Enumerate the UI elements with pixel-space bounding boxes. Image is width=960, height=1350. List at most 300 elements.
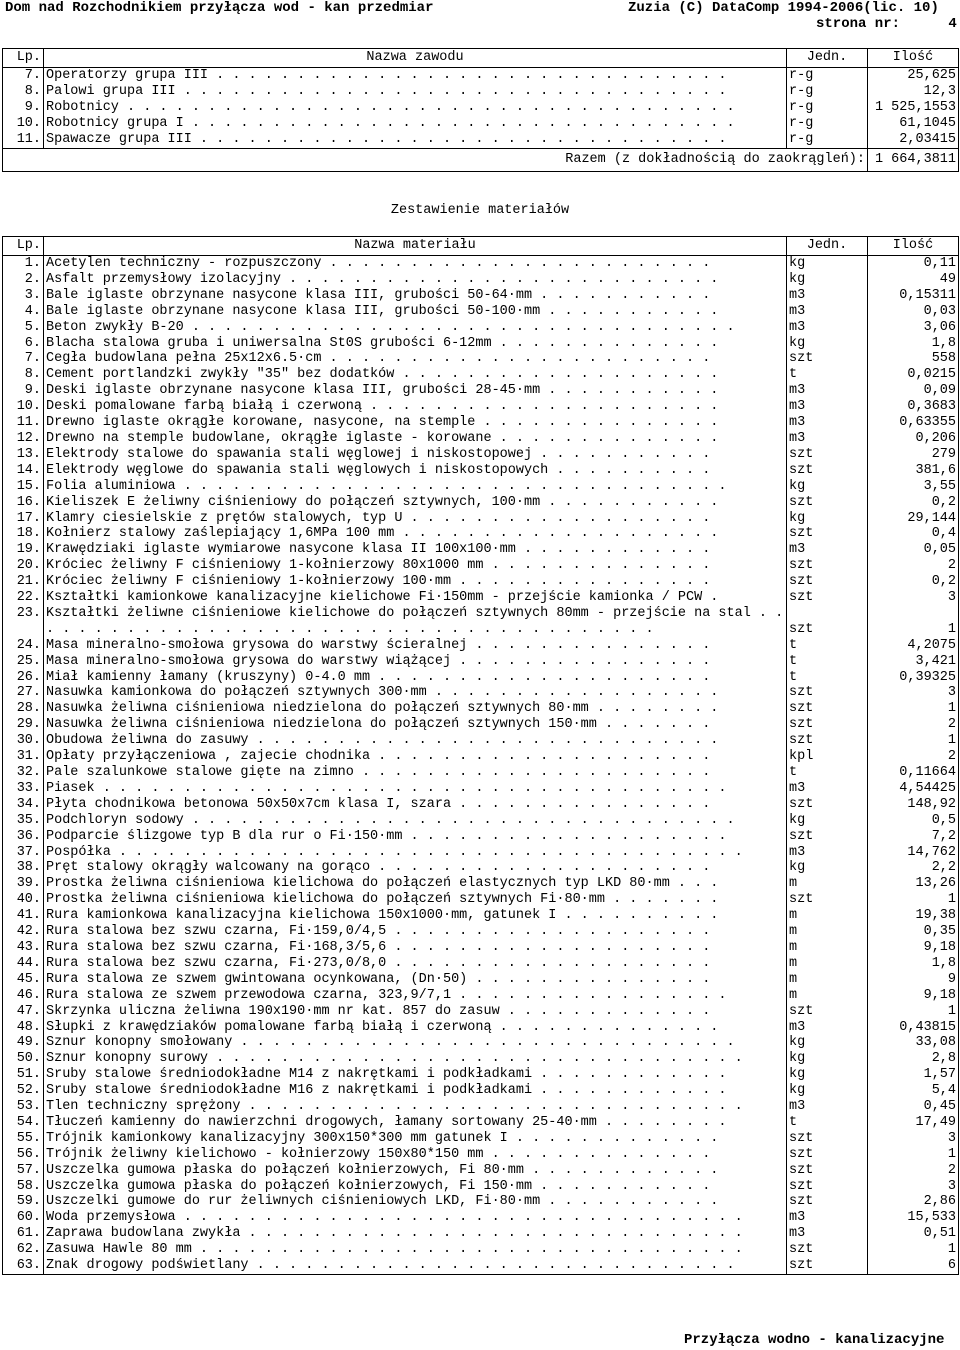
- cell-qty: 0,39325: [899, 669, 956, 685]
- cell-lp: 34.: [3, 797, 44, 813]
- cell-lp: 27.: [3, 685, 44, 701]
- cell-name: Bale iglaste obrzynane nasycone klasa III, grubości 50-100·mm . . . . . . . . . . .: [44, 304, 787, 320]
- cell-name: Kształtki kamionkowe kanalizacyjne kielichowe Fi·150mm - przejście kamionka / PCW .: [44, 590, 787, 606]
- cell-lp: 11.: [3, 415, 44, 431]
- table-row: [3, 84, 959, 100]
- cell-unit: kpl: [787, 749, 868, 765]
- cell-lp: 61.: [3, 1226, 44, 1242]
- cell-name: Asfalt przemysłowy izolacyjny . . . . . . . . . . . . . . . . . . . . . . . . . . .: [44, 272, 787, 288]
- cell-name: Cegła budowlana pełna 25x12x6.5·cm . . . . . . . . . . . . . . . . . . . . . . . .: [44, 351, 787, 367]
- table-row: [3, 511, 959, 527]
- col-lp: Lp.: [3, 49, 44, 68]
- cell-name: Nasuwka żeliwna ciśnieniowa niedzielona do połączeń sztywnych 80·mm . . . . . . . .: [44, 701, 787, 717]
- cell-qty: 0,51: [923, 1226, 956, 1242]
- cell-name: Beton zwykły B-20 . . . . . . . . . . . . . . . . . . . . . . . . . . . . . . . . . .: [44, 320, 787, 336]
- cell-name: Prostka żeliwna ciśnieniowa kielichowa do połączeń sztywnych Fi·80·mm . . . . . . .: [44, 892, 787, 908]
- page-number-value: 4: [948, 16, 957, 32]
- cell-unit: szt: [787, 447, 868, 463]
- cell-lp: 43.: [3, 940, 44, 956]
- cell-name: Uszczelki gumowe do rur żeliwnych ciśnieniowych LKD, Fi·80·mm . . . . . . . . . . .: [44, 1194, 787, 1210]
- cell-unit: t: [787, 670, 868, 686]
- table-row: [3, 892, 959, 908]
- cell-qty: 0,2: [931, 494, 956, 510]
- cell-lp: 16.: [3, 495, 44, 511]
- table-row: [3, 701, 959, 717]
- cell-name: Kieliszek E żeliwny ciśnieniowy do połączeń sztywnych, 100·mm . . . . . . . . . . .: [44, 495, 787, 511]
- cell-unit: szt: [787, 1147, 868, 1163]
- table-row: [3, 1099, 959, 1115]
- cell-name: Podparcie ślizgowe typ B dla rur o Fi·150·mm . . . . . . . . . . . . . . . . . . . .: [44, 829, 787, 845]
- cell-qty: 33,08: [915, 1035, 956, 1051]
- cell-qty: 13,26: [915, 876, 956, 892]
- table-row: [3, 717, 959, 733]
- cell-unit: m: [787, 988, 868, 1004]
- cell-unit: r-g: [787, 68, 868, 84]
- cell-unit: m3: [787, 1099, 868, 1115]
- table-row: [3, 638, 959, 654]
- table-row: [3, 876, 959, 892]
- cell-qty: 0,03: [923, 303, 956, 319]
- cell-unit: r-g: [787, 84, 868, 100]
- cell-lp: 3.: [3, 288, 44, 304]
- cell-lp: 57.: [3, 1163, 44, 1179]
- cell-lp: 58.: [3, 1179, 44, 1195]
- labor-total-value: 1 664,3811: [868, 148, 959, 171]
- table-row: [3, 100, 959, 116]
- cell-name: Nasuwka żeliwna ciśnieniowa niedzielona do połączeń sztywnych 150·mm . . . . . . .: [44, 717, 787, 733]
- cell-name: Spawacze grupa III . . . . . . . . . . . . . . . . . . . . . . . . . . . . . . . . .: [44, 132, 787, 148]
- cell-name: Pręt stalowy okrągły walcowany na gorąco . . . . . . . . . . . . . . . . . . . . .: [44, 860, 787, 876]
- cell-unit: m3: [787, 399, 868, 415]
- table-row: [3, 860, 959, 876]
- cell-qty: 1: [947, 1003, 956, 1019]
- cell-unit: m: [787, 972, 868, 988]
- cell-unit: m: [787, 908, 868, 924]
- cell-lp: 1.: [3, 256, 44, 272]
- cell-lp: 49.: [3, 1035, 44, 1051]
- cell-unit: szt: [787, 892, 868, 908]
- cell-unit: szt: [787, 797, 868, 813]
- cell-lp: 35.: [3, 813, 44, 829]
- cell-qty: 1,57: [923, 1067, 956, 1083]
- cell-qty: 1 525,1553: [874, 99, 956, 115]
- cell-lp: 7.: [3, 351, 44, 367]
- cell-lp: 6.: [3, 336, 44, 352]
- cell-lp: 53.: [3, 1099, 44, 1115]
- cell-lp: 12.: [3, 431, 44, 447]
- cell-qty: 15,533: [907, 1210, 956, 1226]
- cell-lp: 48.: [3, 1020, 44, 1036]
- cell-qty: 558: [931, 351, 956, 367]
- table-row: [3, 1131, 959, 1147]
- cell-lp: 18.: [3, 526, 44, 542]
- cell-name: Acetylen techniczny - rozpuszczony . . . . . . . . . . . . . . . . . . . . . . . .: [44, 256, 787, 272]
- table-row: [3, 924, 959, 940]
- cell-unit: szt: [787, 717, 868, 733]
- cell-name: Palowi grupa III . . . . . . . . . . . . . . . . . . . . . . . . . . . . . . . . . .: [44, 84, 787, 100]
- cell-qty: 2: [947, 558, 956, 574]
- cell-name: Drewno iglaste okrągłe korowane, nasycone, na stemple . . . . . . . . . . . . . . .: [44, 415, 787, 431]
- cell-name: Masa mineralno-smołowa grysowa do warstwy wiążącej . . . . . . . . . . . . . . . .: [44, 654, 787, 670]
- cell-unit: m3: [787, 383, 868, 399]
- cell-unit: szt: [787, 463, 868, 479]
- cell-qty: 1: [947, 1242, 956, 1258]
- cell-unit: t: [787, 1115, 868, 1131]
- table-row: [3, 288, 959, 304]
- cell-unit: m3: [787, 431, 868, 447]
- col-name: Nazwa materiału: [44, 237, 787, 256]
- cell-name: Woda przemysłowa . . . . . . . . . . . . . . . . . . . . . . . . . . . . . . . . . . .: [44, 1210, 787, 1226]
- cell-unit: kg: [787, 1035, 868, 1051]
- cell-qty: 1: [947, 621, 956, 637]
- cell-lp: 44.: [3, 956, 44, 972]
- cell-unit: szt: [787, 701, 868, 717]
- page-number: [816, 16, 957, 32]
- col-qty: Ilość: [868, 49, 959, 68]
- cell-unit: szt: [787, 495, 868, 511]
- cell-lp: 28.: [3, 701, 44, 717]
- cell-qty: 1: [947, 1146, 956, 1162]
- cell-unit: szt: [787, 829, 868, 845]
- cell-qty: 279: [931, 446, 956, 462]
- cell-name: Uszczelka gumowa płaska do połączeń kołnierzowych, Fi 150·mm . . . . . . . . . . .: [44, 1179, 787, 1195]
- table-row: [3, 304, 959, 320]
- table-row: [3, 733, 959, 749]
- labor-total-label: Razem (z dokładnością do zaokrągleń):: [3, 148, 868, 171]
- table-row: [3, 1179, 959, 1195]
- cell-qty: 3: [947, 1178, 956, 1194]
- cell-lp: 17.: [3, 511, 44, 527]
- cell-name: Piasek . . . . . . . . . . . . . . . . . . . . . . . . . . . . . . . . . . . . . . .: [44, 781, 787, 797]
- cell-lp: 30.: [3, 733, 44, 749]
- cell-unit: r-g: [787, 116, 868, 132]
- cell-unit: szt: [787, 558, 868, 574]
- cell-qty: 2: [947, 749, 956, 765]
- cell-qty: 14,762: [907, 844, 956, 860]
- cell-lp: 38.: [3, 860, 44, 876]
- document-title: Dom nad Rozchodnikiem przyłącza wod - kan przedmiar: [5, 0, 434, 16]
- cell-name: Płyta chodnikowa betonowa 50x50x7cm klasa I, szara . . . . . . . . . . . . . . . .: [44, 797, 787, 813]
- cell-lp: 13.: [3, 447, 44, 463]
- materials-table: [2, 236, 959, 1275]
- cell-lp: 51.: [3, 1067, 44, 1083]
- cell-lp: 15.: [3, 479, 44, 495]
- table-row: [3, 829, 959, 845]
- table-row: [3, 956, 959, 972]
- cell-name: Nasuwka kamionkowa do połączeń sztywnych 300·mm . . . . . . . . . . . . . . . . . .: [44, 685, 787, 701]
- cell-unit: kg: [787, 479, 868, 495]
- cell-unit: t: [787, 367, 868, 383]
- cell-unit: kg: [787, 256, 868, 272]
- cell-unit: szt: [787, 606, 868, 638]
- cell-qty: 9: [947, 971, 956, 987]
- cell-lp: 24.: [3, 638, 44, 654]
- cell-lp: 21.: [3, 574, 44, 590]
- cell-qty: 1,8: [931, 335, 956, 351]
- cell-unit: szt: [787, 1163, 868, 1179]
- cell-qty: 17,49: [915, 1114, 956, 1130]
- cell-lp: 8.: [3, 84, 44, 100]
- cell-unit: m3: [787, 415, 868, 431]
- cell-unit: m3: [787, 1210, 868, 1226]
- table-row: [3, 351, 959, 367]
- cell-qty: 19,38: [915, 908, 956, 924]
- cell-lp: 54.: [3, 1115, 44, 1131]
- table-row: [3, 749, 959, 765]
- cell-unit: m: [787, 924, 868, 940]
- cell-name: Kształtki żeliwne ciśnieniowe kielichowe do połączeń sztywnych 80mm - przejście na stal . . . . . . . . . . . . . . . . . . . . . . . . . . . . . . . . . . . . . . . .: [44, 606, 787, 638]
- cell-unit: m3: [787, 542, 868, 558]
- table-row: [3, 1242, 959, 1258]
- table-row: [3, 1067, 959, 1083]
- cell-name: Cement portlandzki zwykły "35" bez dodatków . . . . . . . . . . . . . . . . . . . .: [44, 367, 787, 383]
- cell-name: Uszczelka gumowa płaska do połączeń kołnierzowych, Fi 80·mm . . . . . . . . . . . .: [44, 1163, 787, 1179]
- cell-name: Trójnik żeliwny kielichowo - kołnierzowy 150x80*150 mm . . . . . . . . . . . . . .: [44, 1147, 787, 1163]
- cell-unit: m: [787, 876, 868, 892]
- cell-qty: 0,3683: [907, 399, 956, 415]
- program-info: Zuzia (C) DataComp 1994-2006(lic. 10): [628, 0, 939, 16]
- cell-name: Pospółka . . . . . . . . . . . . . . . . . . . . . . . . . . . . . . . . . . . . . . .: [44, 845, 787, 861]
- cell-lp: 2.: [3, 272, 44, 288]
- table-row: [3, 685, 959, 701]
- cell-lp: 5.: [3, 320, 44, 336]
- table-row: [3, 1035, 959, 1051]
- table-row: [3, 463, 959, 479]
- cell-unit: m3: [787, 288, 868, 304]
- cell-qty: 3: [947, 685, 956, 701]
- materials-title: Zestawienie materiałów: [390, 203, 570, 218]
- cell-name: Tlen techniczny sprężony . . . . . . . . . . . . . . . . . . . . . . . . . . . . . . .: [44, 1099, 787, 1115]
- cell-lp: 4.: [3, 304, 44, 320]
- cell-qty: 6: [947, 1258, 956, 1274]
- cell-name: Opłaty przyłączeniowa , zajecie chodnika . . . . . . . . . . . . . . . . . . . . .: [44, 749, 787, 765]
- cell-qty: 0,206: [915, 430, 956, 446]
- cell-unit: szt: [787, 733, 868, 749]
- cell-lp: 31.: [3, 749, 44, 765]
- cell-name: Obudowa żeliwna do zasuwy . . . . . . . . . . . . . . . . . . . . . . . . . . . . .: [44, 733, 787, 749]
- table-row: [3, 526, 959, 542]
- cell-lp: 42.: [3, 924, 44, 940]
- cell-unit: m3: [787, 304, 868, 320]
- table-row: [3, 447, 959, 463]
- cell-lp: 25.: [3, 654, 44, 670]
- cell-name: Rura stalowa ze szwem przewodowa czarna, 323,9/7,1 . . . . . . . . . . . . . . . . .: [44, 988, 787, 1004]
- cell-unit: m3: [787, 1226, 868, 1242]
- cell-name: Skrzynka uliczna żeliwna 190x190·mm nr kat. 857 do zasuw . . . . . . . . . . . . .: [44, 1004, 787, 1020]
- cell-name: Elektrody stalowe do spawania stali węglowej i niskostopowej . . . . . . . . . . .: [44, 447, 787, 463]
- cell-name: Sznur konopny surowy . . . . . . . . . . . . . . . . . . . . . . . . . . . . . . . . .: [44, 1051, 787, 1067]
- cell-name: Masa mineralno-smołowa grysowa do warstwy ścieralnej . . . . . . . . . . . . . . .: [44, 638, 787, 654]
- table-row: [3, 415, 959, 431]
- cell-lp: 8.: [3, 367, 44, 383]
- cell-unit: r-g: [787, 100, 868, 116]
- cell-name: Śruby stalowe średniodokładne M14 z nakrętkami i podkładkami . . . . . . . . . . . .: [44, 1067, 787, 1083]
- cell-qty: 3,06: [923, 319, 956, 335]
- table-row: [3, 813, 959, 829]
- table-row: [3, 367, 959, 383]
- cell-name: Pale szalunkowe stalowe gięte na zimno . . . . . . . . . . . . . . . . . . . . . .: [44, 765, 787, 781]
- cell-lp: 63.: [3, 1258, 44, 1274]
- table-row: [3, 495, 959, 511]
- cell-unit: t: [787, 765, 868, 781]
- cell-lp: 36.: [3, 829, 44, 845]
- cell-qty: 0,11664: [899, 765, 956, 780]
- cell-qty: 49: [939, 271, 956, 287]
- cell-name: Robotnicy grupa I . . . . . . . . . . . . . . . . . . . . . . . . . . . . . . . . . .: [44, 116, 787, 132]
- cell-name: Robotnicy . . . . . . . . . . . . . . . . . . . . . . . . . . . . . . . . . . . . . .: [44, 100, 787, 116]
- cell-lp: 41.: [3, 908, 44, 924]
- labor-header-row: [3, 49, 959, 68]
- cell-qty: 1,8: [931, 955, 956, 971]
- table-row: [3, 797, 959, 813]
- cell-qty: 5,4: [931, 1083, 956, 1099]
- cell-name: Zasuwa Hawle 80 mm . . . . . . . . . . . . . . . . . . . . . . . . . . . . . . . . . .: [44, 1242, 787, 1258]
- cell-name: Króciec żeliwny F ciśnieniowy 1-kołnierzowy 100·mm . . . . . . . . . . . . . . . .: [44, 574, 787, 590]
- cell-lp: 60.: [3, 1210, 44, 1226]
- cell-lp: 46.: [3, 988, 44, 1004]
- cell-lp: 59.: [3, 1194, 44, 1210]
- cell-lp: 55.: [3, 1131, 44, 1147]
- table-row: [3, 336, 959, 352]
- table-row: [3, 479, 959, 495]
- table-row: [3, 1258, 959, 1274]
- cell-lp: 23.: [3, 606, 44, 638]
- cell-unit: szt: [787, 1258, 868, 1274]
- cell-qty: 4,2075: [907, 637, 956, 653]
- cell-name: Śruby stalowe średniodokładne M16 z nakrętkami i podkładkami . . . . . . . . . . . .: [44, 1083, 787, 1099]
- cell-unit: kg: [787, 860, 868, 876]
- cell-unit: szt: [787, 1194, 868, 1210]
- table-row: [3, 765, 959, 781]
- cell-name: Rura stalowa ze szwem gwintowana ocynkowana, (Dn·50) . . . . . . . . . . . . . . .: [44, 972, 787, 988]
- cell-name: Podchloryn sodowy . . . . . . . . . . . . . . . . . . . . . . . . . . . . . . . . . .: [44, 813, 787, 829]
- cell-lp: 45.: [3, 972, 44, 988]
- cell-unit: t: [787, 654, 868, 670]
- cell-unit: szt: [787, 590, 868, 606]
- cell-name: Folia aluminiowa . . . . . . . . . . . . . . . . . . . . . . . . . . . . . . . . . .: [44, 479, 787, 495]
- table-row: [3, 399, 959, 415]
- col-lp: Lp.: [3, 237, 44, 256]
- page-label: strona nr:: [816, 16, 901, 32]
- cell-qty: 2,2: [931, 860, 956, 876]
- cell-qty: 2: [947, 717, 956, 733]
- cell-name: Klamry ciesielskie z prętów stalowych, typ U . . . . . . . . . . . . . . . . . . .: [44, 511, 787, 527]
- table-row: [3, 590, 959, 606]
- cell-lp: 62.: [3, 1242, 44, 1258]
- cell-qty: 9,18: [923, 939, 956, 955]
- cell-qty: 148,92: [907, 796, 956, 812]
- table-row: [3, 1194, 959, 1210]
- cell-qty: 2,8: [931, 1051, 956, 1067]
- cell-unit: m3: [787, 320, 868, 336]
- cell-name: Słupki z krawędziaków pomalowane farbą białą i czerwoną . . . . . . . . . . . . . .: [44, 1020, 787, 1036]
- table-row: [3, 256, 959, 272]
- table-row: [3, 606, 959, 638]
- cell-name: Zaprawa budowlana zwykła . . . . . . . . . . . . . . . . . . . . . . . . . . . . . . .: [44, 1226, 787, 1242]
- cell-qty: 1: [947, 701, 956, 717]
- cell-qty: 2,86: [923, 1194, 956, 1210]
- cell-lp: 39.: [3, 876, 44, 892]
- table-row: [3, 383, 959, 399]
- cell-name: Prostka żeliwna ciśnieniowa kielichowa do połączeń elastycznych typ LKD 80·mm . . .: [44, 876, 787, 892]
- table-row: [3, 1004, 959, 1020]
- table-row: [3, 272, 959, 288]
- cell-lp: 40.: [3, 892, 44, 908]
- table-row: [3, 68, 959, 84]
- cell-lp: 26.: [3, 670, 44, 686]
- cell-lp: 20.: [3, 558, 44, 574]
- cell-name: Kołnierz stalowy zaślepiający 1,6MPa 100 mm . . . . . . . . . . . . . . . . . . . .: [44, 526, 787, 542]
- cell-name: Operatorzy grupa III . . . . . . . . . . . . . . . . . . . . . . . . . . . . . . . .: [44, 68, 787, 84]
- cell-qty: 0,63355: [899, 415, 956, 431]
- cell-name: Bale iglaste obrzynane nasycone klasa III, grubości 50-64·mm . . . . . . . . . . .: [44, 288, 787, 304]
- table-row: [3, 988, 959, 1004]
- cell-qty: 0,11: [923, 256, 956, 271]
- cell-name: Rura stalowa bez szwu czarna, Fi·159,0/4,5 . . . . . . . . . . . . . . . . . . . .: [44, 924, 787, 940]
- cell-qty: 0,2: [931, 574, 956, 590]
- cell-qty: 3: [947, 1130, 956, 1146]
- table-row: [3, 1163, 959, 1179]
- cell-name: Rura kamionkowa kanalizacyjna kielichowa 150x1000·mm, gatunek I . . . . . . . . . .: [44, 908, 787, 924]
- cell-name: Krawędziaki iglaste wymiarowe nasycone klasa II 100x100·mm . . . . . . . . . . . .: [44, 542, 787, 558]
- cell-name: Deski pomalowane farbą białą i czerwoną . . . . . . . . . . . . . . . . . . . . . .: [44, 399, 787, 415]
- cell-unit: szt: [787, 351, 868, 367]
- cell-lp: 29.: [3, 717, 44, 733]
- cell-lp: 19.: [3, 542, 44, 558]
- cell-lp: 9.: [3, 383, 44, 399]
- cell-lp: 47.: [3, 1004, 44, 1020]
- cell-qty: 0,45: [923, 1099, 956, 1115]
- cell-unit: kg: [787, 272, 868, 288]
- cell-name: Króciec żeliwny F ciśnieniowy 1-kołnierzowy 80x1000 mm . . . . . . . . . . . . . .: [44, 558, 787, 574]
- cell-unit: m3: [787, 1020, 868, 1036]
- cell-lp: 50.: [3, 1051, 44, 1067]
- table-row: [3, 908, 959, 924]
- table-row: [3, 1020, 959, 1036]
- materials-header-row: [3, 237, 959, 256]
- table-row: [3, 845, 959, 861]
- cell-unit: kg: [787, 1051, 868, 1067]
- cell-unit: m3: [787, 845, 868, 861]
- cell-name: Znak drogowy podświetlany . . . . . . . . . . . . . . . . . . . . . . . . . . . . . .: [44, 1258, 787, 1274]
- cell-qty: 61,1045: [899, 115, 956, 131]
- cell-qty: 0,5: [931, 812, 956, 828]
- cell-unit: szt: [787, 574, 868, 590]
- footer-text: Przyłącza wodno - kanalizacyjne: [684, 1332, 945, 1348]
- table-row: [3, 1226, 959, 1242]
- table-row: [3, 940, 959, 956]
- cell-qty: 381,6: [915, 462, 956, 478]
- cell-qty: 3,55: [923, 478, 956, 494]
- cell-qty: 0,35: [923, 924, 956, 940]
- table-row: [3, 574, 959, 590]
- cell-unit: kg: [787, 511, 868, 527]
- cell-name: Trójnik kamionkowy kanalizacyjny 300x150*300 mm gatunek I . . . . . . . . . . . . .: [44, 1131, 787, 1147]
- cell-qty: 3,421: [915, 653, 956, 669]
- cell-unit: m3: [787, 781, 868, 797]
- cell-qty: 1: [947, 892, 956, 908]
- cell-qty: 0,43815: [899, 1019, 956, 1035]
- col-unit: Jedn.: [787, 237, 868, 256]
- cell-lp: 9.: [3, 100, 44, 116]
- table-row: [3, 670, 959, 686]
- cell-qty: 12,3: [923, 83, 956, 99]
- table-row: [3, 1083, 959, 1099]
- cell-lp: 7.: [3, 68, 44, 84]
- cell-qty: 9,18: [923, 987, 956, 1003]
- cell-unit: m: [787, 940, 868, 956]
- cell-unit: t: [787, 638, 868, 654]
